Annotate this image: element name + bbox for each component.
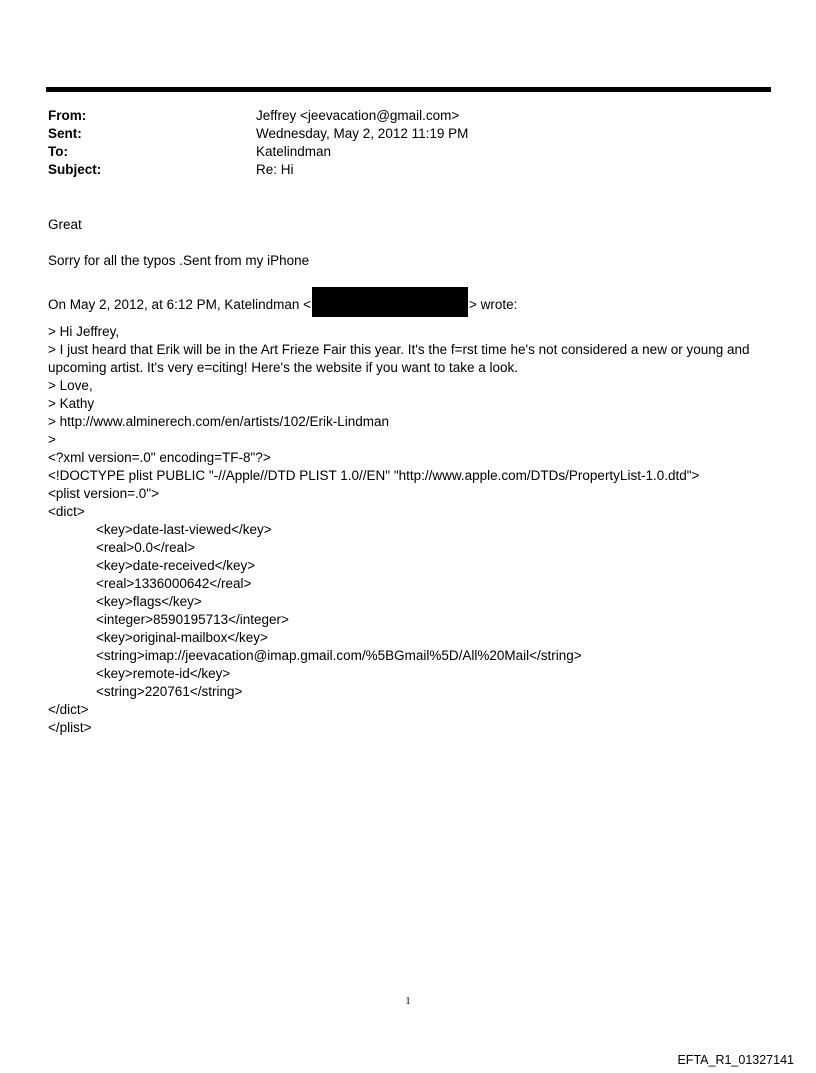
sent-value: Wednesday, May 2, 2012 11:19 PM	[256, 126, 469, 141]
dict-line: <integer>8590195713</integer>	[96, 612, 289, 627]
quoted-line: <plist version=.0">	[48, 486, 159, 501]
document-id: EFTA_R1_01327141	[677, 1053, 794, 1067]
dict-line: <real>1336000642</real>	[96, 576, 252, 591]
wrote-prefix: On May 2, 2012, at 6:12 PM, Katelindman <	[48, 297, 312, 312]
to-label: To:	[48, 144, 68, 159]
body-line-signature: Sorry for all the typos .Sent from my iPhone	[48, 253, 310, 268]
to-value: Katelindman	[256, 144, 332, 159]
dict-line: <key>date-last-viewed</key>	[96, 522, 272, 537]
quoted-line: >	[48, 432, 56, 447]
subject-label: Subject:	[48, 162, 102, 177]
quoted-line: <dict>	[48, 504, 85, 519]
page-number: 1	[405, 995, 411, 1007]
quoted-line: > I just heard that Erik will be in the Art Frieze Fair this year. It's the f=rst time he's not considered a new or young and upcoming artist. It's very e=citing! Here's the website if you want to take a look.	[48, 342, 750, 375]
quoted-line: > Love,	[48, 378, 93, 393]
wrote-suffix: > wrote:	[469, 297, 518, 312]
dict-line: <string>220761</string>	[96, 684, 243, 699]
body-line-great: Great	[48, 217, 82, 232]
header-rule	[46, 87, 771, 92]
subject-value: Re: Hi	[256, 162, 294, 177]
redaction-box	[312, 287, 468, 317]
dict-line: <key>remote-id</key>	[96, 666, 231, 681]
quoted-line: <?xml version=.0" encoding=TF-8"?>	[48, 450, 271, 465]
closing-line: </plist>	[48, 720, 92, 735]
quoted-message	[48, 323, 768, 737]
quoted-line: > Hi Jeffrey,	[48, 324, 120, 339]
dict-line: <key>date-received</key>	[96, 558, 256, 573]
sent-label: Sent:	[48, 126, 82, 141]
dict-line: <real>0.0</real>	[96, 540, 196, 555]
quoted-line: <!DOCTYPE plist PUBLIC "-//Apple//DTD PLIST 1.0//EN" "http://www.apple.com/DTDs/PropertyList-1.0.dtd">	[48, 468, 700, 483]
dict-line: <key>flags</key>	[96, 594, 202, 609]
closing-line: </dict>	[48, 702, 89, 717]
dict-line: <string>imap://jeevacation@imap.gmail.com/%5BGmail%5D/All%20Mail</string>	[96, 648, 582, 663]
wrote-line	[48, 287, 517, 317]
from-value: Jeffrey <jeevacation@gmail.com>	[256, 108, 460, 123]
quoted-line: > http://www.alminerech.com/en/artists/102/Erik-Lindman	[48, 414, 390, 429]
dict-line: <key>original-mailbox</key>	[96, 630, 268, 645]
from-label: From:	[48, 108, 87, 123]
quoted-line: > Kathy	[48, 396, 95, 411]
